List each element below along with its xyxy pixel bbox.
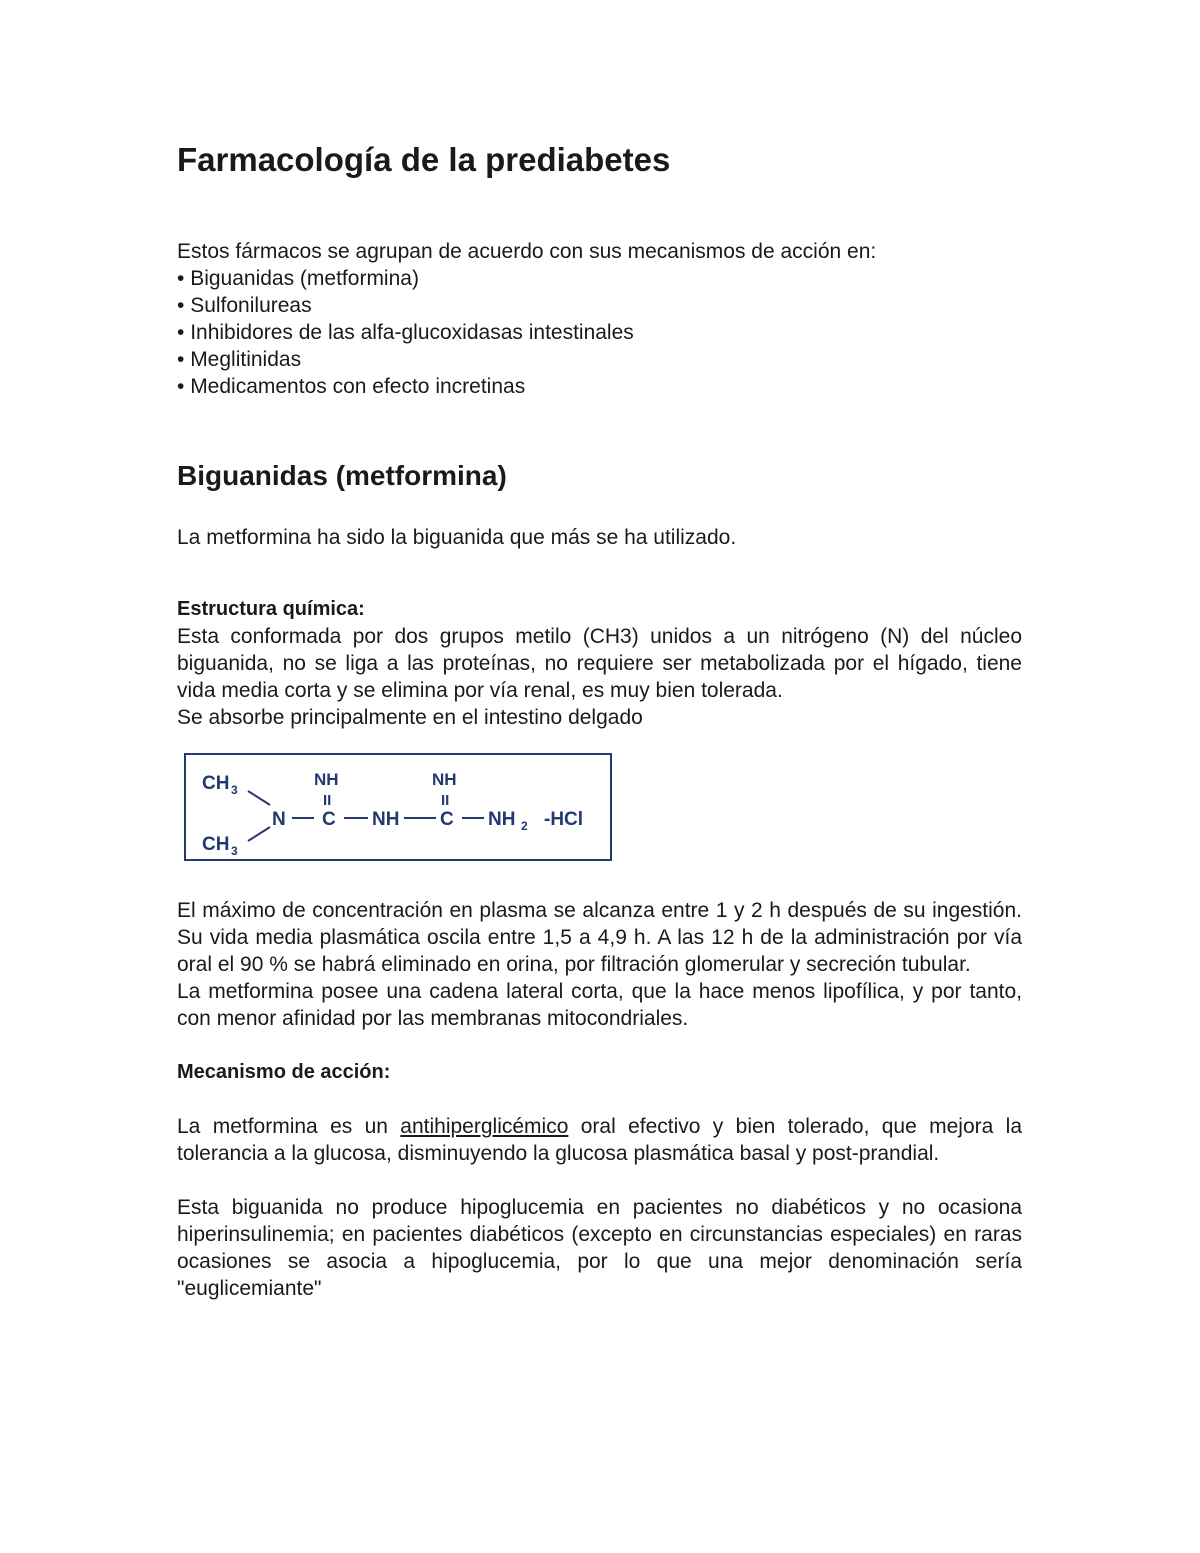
drug-class-list bbox=[177, 265, 1022, 400]
mechanism-label: Mecanismo de acción: bbox=[177, 1061, 391, 1083]
structure-text-absorption: Se absorbe principalmente en el intestino delgado bbox=[177, 706, 643, 729]
mechanism-text-end: oral efectivo y bien tolerado, que mejora la tolerancia a la glucosa, disminuyendo la glucosa plasmática basal y post-prandial. bbox=[177, 1115, 1022, 1165]
formula-ch3-bottom: CH bbox=[202, 834, 230, 855]
section-intro: La metformina ha sido la biguanida que más se ha utilizado. bbox=[177, 526, 737, 549]
pk-text-lipophilic: La metformina posee una cadena lateral corta, que la hace menos lipofílica, y por tanto, con menor afinidad por las membranas mitocondriales. bbox=[177, 980, 1022, 1030]
list-item: • Meglitinidas bbox=[177, 346, 1022, 373]
formula-c2: C bbox=[440, 809, 454, 830]
euglycemic-text: Esta biguanida no produce hipoglucemia en pacientes no diabéticos y no ocasiona hiperinsulinemia; en pacientes diabéticos (excepto en circunstancias especiales) en raras ocasiones se asocia a hipoglucemia, por lo que una mejor denominación sería "euglicemiante" bbox=[177, 1196, 1022, 1300]
structure-text: Esta conformada por dos grupos metilo (CH3) unidos a un nitrógeno (N) del núcleo biguanida, no se liga a las proteínas, no requiere ser metabolizada por el hígado, tiene vida media corta y se elimina por vía renal, es muy bien tolerada. bbox=[177, 625, 1022, 702]
structure-label: Estructura química: bbox=[177, 598, 365, 620]
formula-c1: C bbox=[322, 809, 336, 830]
section-title: Biguanidas (metformina) bbox=[177, 460, 507, 491]
formula-bond-upper bbox=[248, 791, 270, 805]
formula-double-bond2: II bbox=[441, 792, 450, 809]
formula-nh-mid: NH bbox=[372, 809, 400, 830]
formula-sub3-bottom: 3 bbox=[231, 844, 238, 858]
antihyperglycemic-link[interactable]: antihiperglicémico bbox=[400, 1115, 569, 1138]
formula-nh-top2: NH bbox=[432, 770, 457, 789]
formula-nh-top1: NH bbox=[314, 770, 339, 789]
formula-nh2: NH bbox=[488, 809, 516, 830]
list-item: • Sulfonilureas bbox=[177, 292, 1022, 319]
intro-text: Estos fármacos se agrupan de acuerdo con sus mecanismos de acción en: bbox=[177, 240, 877, 263]
formula-ch3-top: CH bbox=[202, 773, 230, 794]
formula-hcl: -HCl bbox=[544, 809, 584, 830]
formula-bond-lower bbox=[248, 827, 270, 841]
formula-sub3-top: 3 bbox=[231, 783, 238, 797]
formula-svg bbox=[186, 755, 610, 859]
list-item: • Biguanidas (metformina) bbox=[177, 265, 1022, 292]
mechanism-text-start: La metformina es un bbox=[177, 1115, 401, 1138]
formula-n: N bbox=[272, 809, 286, 830]
metformin-formula bbox=[184, 753, 612, 861]
pk-text: El máximo de concentración en plasma se alcanza entre 1 y 2 h después de su ingestión. Su vida media plasmática oscila entre 1,5 a 4,9 h. A las 12 h de la administración por vía oral el 90 % se habrá eliminado en orina, por filtración glomerular y secreción tubular. bbox=[177, 899, 1022, 976]
page-title: Farmacología de la prediabetes bbox=[177, 141, 671, 178]
document-page bbox=[177, 140, 1022, 1302]
list-item: • Inhibidores de las alfa-glucoxidasas intestinales bbox=[177, 319, 1022, 346]
list-item: • Medicamentos con efecto incretinas bbox=[177, 373, 1022, 400]
formula-sub2: 2 bbox=[521, 819, 528, 833]
formula-double-bond1: II bbox=[323, 792, 332, 809]
mechanism-text bbox=[177, 1113, 1022, 1167]
